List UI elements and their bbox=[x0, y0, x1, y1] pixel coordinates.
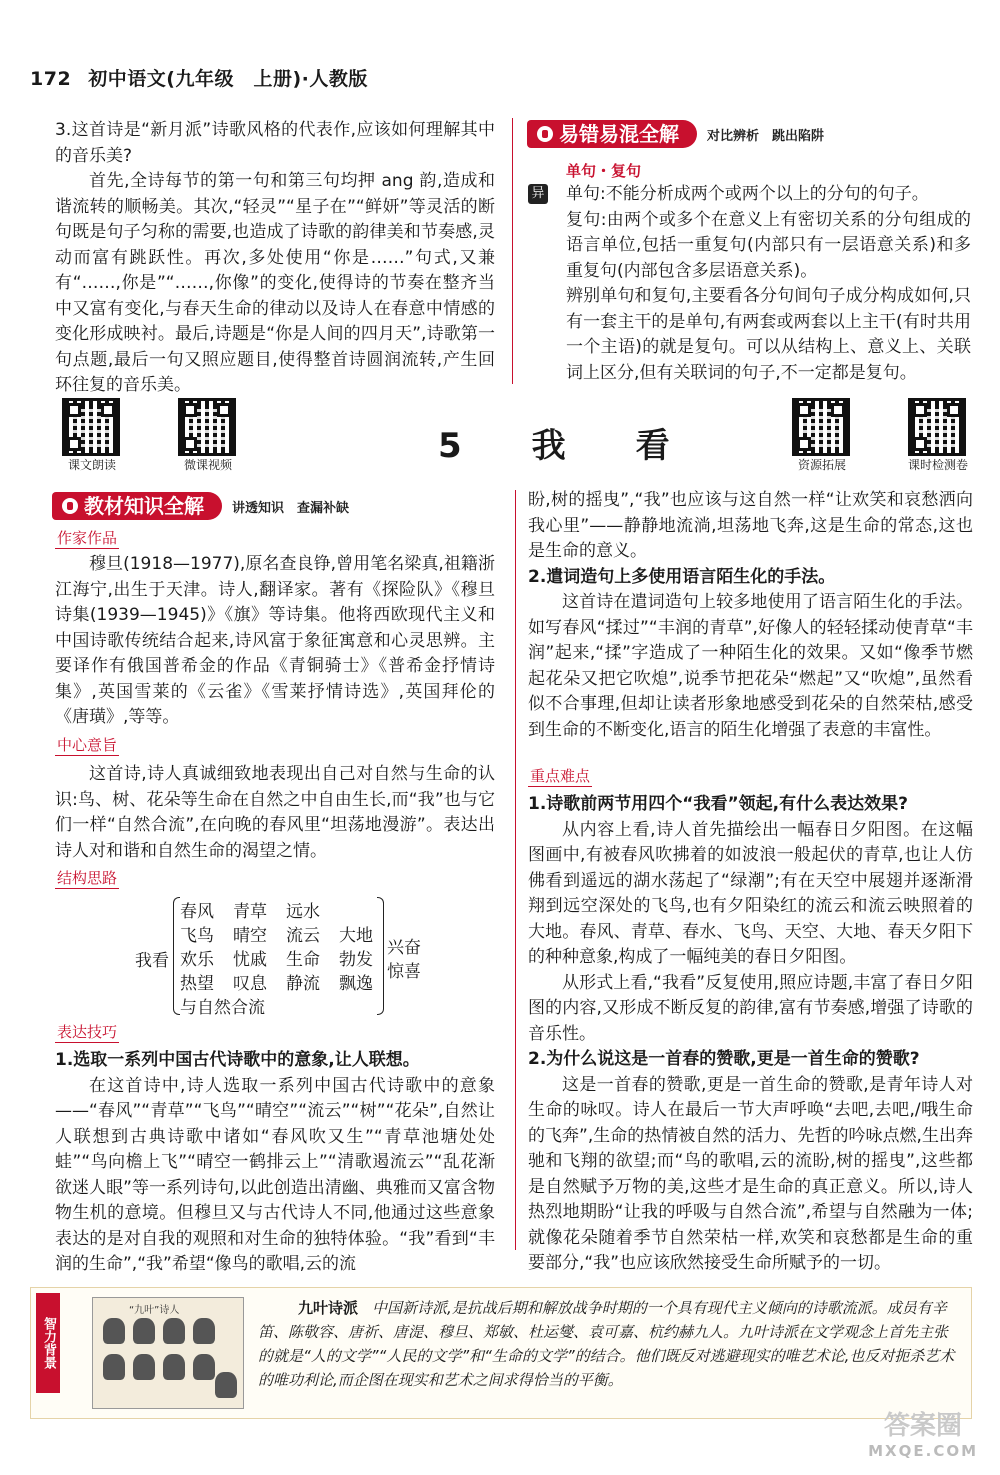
structure-cell: 晴空 bbox=[233, 926, 267, 946]
technique-2-head: 2.遣词造句上多使用语言陌生化的手法。 bbox=[528, 566, 836, 587]
distinguish-text: 辨别单句和复句,主要看各分句间句子成分构成如何,只有一套主干的是单句,有两套或两套以上主干(有时共用一个主语)的就是复句。可以从结构上、意义上、关联词上区分,但有关联词的句子,不一定都是复句。 bbox=[566, 286, 971, 383]
right-main-block-1 bbox=[528, 488, 973, 743]
single-sentence-def: 单句:不能分析成两个或两个以上的分句的句子。 bbox=[566, 184, 929, 204]
key-answer-1b: 从形式上看,“我看”反复使用,照应诗题,丰富了春日夕阳图的内容,又形成不断反复的韵律,富有节奏感,增强了诗歌的音乐性。 bbox=[528, 972, 973, 1044]
single-complex-label: 单句・复句 bbox=[566, 162, 642, 180]
column-divider-main bbox=[515, 490, 516, 1250]
technique-1-head: 1.选取一系列中国古代诗歌中的意象,让人联想。 bbox=[55, 1050, 420, 1070]
qr-test-label: 课时检测卷 bbox=[907, 458, 968, 472]
structure-cell: 飘逸 bbox=[339, 974, 373, 994]
column-divider-top bbox=[512, 118, 513, 384]
structure-cell: 青草 bbox=[233, 902, 267, 922]
qr-resources-label: 资源拓展 bbox=[797, 458, 846, 472]
qr-video-label: 微课视频 bbox=[183, 458, 232, 472]
structure-result-2: 惊喜 bbox=[387, 962, 421, 982]
banner-knowledge bbox=[52, 492, 349, 520]
portrait bbox=[193, 1318, 215, 1344]
diff-badge: 异 bbox=[528, 184, 548, 204]
background-text bbox=[258, 1296, 958, 1392]
page-header bbox=[30, 64, 368, 91]
technique-2-text: 这首诗在遣词造句上较多地使用了语言陌生化的手法。如写春风“揉过”“丰润的青草”,好像人的轻轻揉动使青草“丰润”起来,“揉”字造成了一种陌生化的效果。又如“像季节燃起花朵又把它吹熄”,说季节把花朵“燃起”又“吹熄”,虽然看似不合事理,但却让读者形象地感受到花朵的自然荣枯,感受到生命的不断变化,语言的陌生化增强了表意的丰富性。 bbox=[528, 592, 973, 740]
structure-brace-right bbox=[377, 897, 384, 1015]
lesson-title: 5 我 看 bbox=[438, 426, 688, 466]
qr-reading-label: 课文朗读 bbox=[67, 458, 116, 472]
theme-text: 这首诗,诗人真诚细致地表现出自己对自然与生命的认识:鸟、树、花朵等生命在自然之中自由生长,而“我”也与它们一样“自然合流”,在向晚的春风里“坦荡地漫游”。表达出诗人对和谐和自然生命的渴望之情。 bbox=[55, 764, 495, 861]
structure-cell: 热望 bbox=[180, 974, 214, 994]
background-side-tag: 智力背景 bbox=[36, 1293, 60, 1393]
structure-cell: 欢乐 bbox=[180, 950, 214, 970]
banner-knowledge-title: 教材知识全解 bbox=[84, 494, 204, 518]
site-watermark: 答案圈 MXQE.COM bbox=[868, 1411, 978, 1460]
banner-errors-title: 易错易混全解 bbox=[559, 122, 679, 146]
banner-errors bbox=[527, 120, 824, 148]
portrait bbox=[103, 1354, 125, 1380]
banner-errors-tagline: 对比辨析 跳出陷阱 bbox=[707, 128, 825, 144]
continued-text: 盼,树的摇曳”,“我”也应该与这自然一样“让欢笑和哀愁洒向我心里”——静静地流淌,坦荡地飞奔,这是生命的常态,这也是生命的意义。 bbox=[528, 490, 973, 561]
structure-cell: 忧戚 bbox=[233, 950, 267, 970]
answer-3: 首先,全诗每节的第一句和第三句均押 ang 韵,造成和谐流转的顺畅美。其次,“轻灵”“星子在”“鲜妍”等灵活的断句既是句子匀称的需要,也造成了诗歌的韵律美和节奏感,灵动而富有跳跃性。再次,多处使用“你是……”句式,又兼有“……,你是”“……,你像”的变化,使得诗的节奏在整齐当中又富有变化,与春天生命的律动以及诗人在春意中情感的变化形成映衬。最后,诗题是“你是人间的四月天”,诗歌第一句点题,最后一句又照应题目,使得整首诗圆润流转,产生回环往复的音乐美。 bbox=[55, 171, 495, 395]
portrait bbox=[103, 1318, 125, 1344]
right-main-block-2 bbox=[528, 792, 973, 1277]
key-points-label: 重点难点 bbox=[530, 767, 591, 785]
structure-cell: 叹息 bbox=[233, 974, 267, 994]
portrait bbox=[133, 1318, 155, 1344]
background-desc: 中国新诗派,是抗战后期和解放战争时期的一个具有现代主义倾向的诗歌流派。成员有辛笛、陈敬容、唐祈、唐湜、穆旦、郑敏、杜运燮、袁可嘉、杭约赫九人。九叶诗派在文学观念上首先主张的就是“人的文学”“人民的文学”和“生命的文学”的结合。他们既反对逃避现实的唯艺术论,也反对扼杀艺术的唯功利论,而企图在现实和艺术之间求得恰当的平衡。 bbox=[258, 1299, 955, 1389]
page-number: 172 bbox=[30, 68, 72, 90]
structure-cell: 春风 bbox=[180, 902, 214, 922]
photo-caption: “九叶”诗人 bbox=[129, 1305, 180, 1316]
technique-1-text: 在这首诗中,诗人选取一系列中国古代诗歌中的意象——“春风”“青草”“飞鸟”“晴空”“流云”“树”“花朵”,自然让人联想到古典诗歌中诸如“春风吹又生”“青草池塘处处蛙”“鸟向檐上飞”“晴空一鹤排云上”“清歌遏流云”“乱花渐欲迷人眼”等一系列诗句,以此创造出清幽、典雅而又富含物物生机的意境。但穆旦又与古代诗人不同,他通过这些意象表达的是对自我的观照和对生命的独特体验。“我”看到“丰润的生命”,“我”希望“像鸟的歌唱,云的流 bbox=[55, 1075, 495, 1274]
banner-icon bbox=[62, 498, 78, 514]
question-3: 3.这首诗是“新月派”诗歌风格的代表作,应该如何理解其中的音乐美? bbox=[55, 120, 495, 166]
structure-cell: 勃发 bbox=[339, 950, 373, 970]
left-top-block bbox=[55, 118, 495, 399]
complex-sentence-def: 复句:由两个或多个在意义上有密切关系的分句组成的语言单位,包括一重复句(内部只有一层语意关系)和多重复句(内部包含多层语意关系)。 bbox=[566, 209, 971, 281]
structure-cell: 与自然合流 bbox=[180, 998, 265, 1018]
technique-label: 表达技巧 bbox=[57, 1023, 118, 1041]
structure-diagram bbox=[130, 895, 450, 1020]
key-answer-2: 这是一首春的赞歌,更是一首生命的赞歌,是青年诗人对生命的咏叹。诗人在最后一节大声呼唤“去吧,去吧,/哦生命的飞奔”,生命的热情被自然的活力、先哲的吟咏点燃,生出奔驰和飞翔的欲望;而“鸟的歌唱,云的流盼,树的摇曳”,这些都是自然赋予万物的美,这些才是生命的真正意义。所以,诗人热烈地期盼“让我的呼吸与自然合流”,希望与自然融为一体;就像花朵随着季节自然荣枯一样,欢笑和哀愁都是生命的重要部分,“我”也应该欣然接受生命所赋予的一切。 bbox=[528, 1074, 973, 1273]
structure-cell: 生命 bbox=[286, 950, 320, 970]
portrait bbox=[163, 1354, 185, 1380]
structure-cell: 远水 bbox=[286, 902, 320, 922]
background-term: 九叶诗派 bbox=[298, 1299, 359, 1317]
structure-brace-left bbox=[173, 897, 180, 1015]
qr-resources[interactable] bbox=[782, 398, 862, 473]
author-text: 穆旦(1918—1977),原名查良铮,曾用笔名梁真,祖籍浙江海宁,出生于天津。诗人,翻译家。著有《探险队》《穆旦诗集(1939—1945)》《旗》等诗集。他将西欧现代主义和中国诗歌传统结合起来,诗风富于象征寓意和心灵思辨。主要译作有俄国普希金的作品《青铜骑士》《普希金抒情诗集》,英国雪莱的《云雀》《雪莱抒情诗选》,英国拜伦的《唐璜》,等等。 bbox=[55, 554, 495, 727]
portrait bbox=[163, 1318, 185, 1344]
author-label: 作家作品 bbox=[57, 529, 118, 547]
structure-root: 我看 bbox=[135, 951, 169, 971]
banner-knowledge-tagline: 讲透知识 查漏补缺 bbox=[232, 500, 350, 516]
structure-cell: 飞鸟 bbox=[180, 926, 214, 946]
book-title: 初中语文(九年级 上册)·人教版 bbox=[88, 68, 368, 90]
qr-reading[interactable] bbox=[52, 398, 132, 473]
portrait bbox=[133, 1354, 155, 1380]
portrait bbox=[215, 1372, 237, 1398]
technique-block bbox=[55, 1048, 495, 1278]
right-top-block bbox=[566, 182, 971, 386]
structure-cell: 静流 bbox=[286, 974, 320, 994]
structure-label: 结构思路 bbox=[57, 869, 118, 887]
structure-cell: 大地 bbox=[339, 926, 373, 946]
structure-result-1: 兴奋 bbox=[387, 938, 421, 958]
key-question-2: 2.为什么说这是一首春的赞歌,更是一首生命的赞歌? bbox=[528, 1049, 920, 1069]
qr-test[interactable] bbox=[898, 398, 978, 473]
nine-leaves-photo bbox=[92, 1297, 244, 1409]
structure-cell: 流云 bbox=[286, 926, 320, 946]
portrait bbox=[193, 1354, 215, 1380]
key-question-1: 1.诗歌前两节用四个“我看”领起,有什么表达效果? bbox=[528, 794, 908, 814]
qr-video[interactable] bbox=[168, 398, 248, 473]
key-answer-1a: 从内容上看,诗人首先描绘出一幅春日夕阳图。在这幅图画中,有被春风吹拂着的如波浪一般起伏的青草,也让人仿佛看到遥远的湖水荡起了“绿潮”;有在天空中展翅并逐渐滑翔到远空深处的飞鸟,也有夕阳染红的流云和流云映照着的大地。春风、青草、春水、飞鸟、天空、大地、春天夕阳下的种种意象,构成了一幅纯美的春日夕阳图。 bbox=[528, 819, 973, 967]
banner-icon bbox=[537, 126, 553, 142]
theme-label: 中心意旨 bbox=[57, 736, 118, 754]
